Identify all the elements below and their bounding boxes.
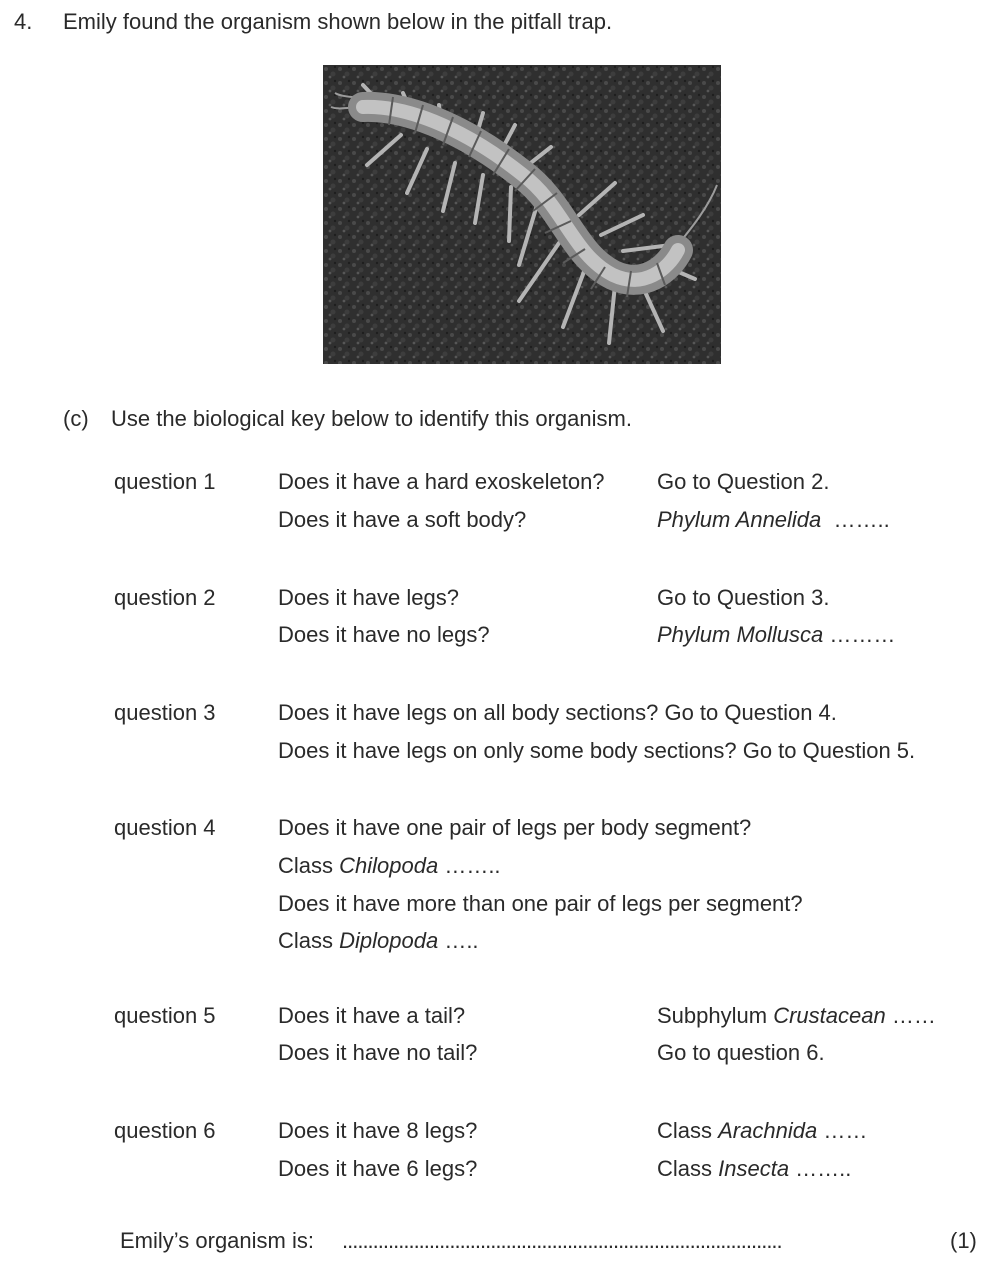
key-q6-b-text: Does it have 6 legs? xyxy=(278,1156,478,1181)
key-q1-b-result-name: Phylum Annelida xyxy=(657,507,822,532)
key-q6-b-result xyxy=(657,1156,851,1182)
key-q6-a-text: Does it have 8 legs? xyxy=(278,1118,478,1143)
key-q6-b-name: Insecta xyxy=(718,1156,790,1181)
part-instruction: Use the biological key below to identify this organism. xyxy=(111,406,632,431)
key-q1-b-text: Does it have a soft body? xyxy=(278,507,527,532)
key-q1-label: question 1 xyxy=(114,469,216,494)
key-q3-label: question 3 xyxy=(114,700,216,725)
question-number: 4. xyxy=(14,9,33,34)
key-q4-b-text: Does it have more than one pair of legs per segment? xyxy=(278,891,803,916)
key-q2-a-text: Does it have legs? xyxy=(278,585,459,610)
key-q4-b-dots: ….. xyxy=(438,928,479,953)
key-q5-a-text: Does it have a tail? xyxy=(278,1003,466,1028)
key-q1-b-result xyxy=(657,507,890,533)
key-q6-label: question 6 xyxy=(114,1118,216,1143)
key-q4-a-name: Chilopoda xyxy=(339,853,439,878)
answer-label: Emily’s organism is: xyxy=(120,1228,314,1253)
key-q5-b-result: Go to question 6. xyxy=(657,1040,825,1065)
key-q3-a-line: Does it have legs on all body sections? Go to Question 4. xyxy=(278,700,837,725)
key-q1-b-result-dots: …….. xyxy=(821,507,890,532)
key-q5-a-dots: …… xyxy=(885,1003,936,1028)
key-q6-b-dots: …….. xyxy=(789,1156,852,1181)
key-q5-a-name: Crustacean xyxy=(773,1003,886,1028)
key-q6-a-result xyxy=(657,1118,867,1144)
centipede-photo xyxy=(323,65,721,364)
answer-blank[interactable]: ...................................................................................... xyxy=(342,1228,782,1253)
key-q5-a-result xyxy=(657,1003,936,1029)
key-q6-a-dots: …… xyxy=(817,1118,868,1143)
key-q1-a-result: Go to Question 2. xyxy=(657,469,830,494)
key-q4-b-result xyxy=(278,928,479,954)
key-q4-b-prefix: Class xyxy=(278,928,340,953)
key-q4-a-prefix: Class xyxy=(278,853,340,878)
key-q6-a-prefix: Class xyxy=(657,1118,719,1143)
key-q3-b-line: Does it have legs on only some body sections? Go to Question 5. xyxy=(278,738,916,763)
key-q5-a-prefix: Subphylum xyxy=(657,1003,774,1028)
question-stem: Emily found the organism shown below in the pitfall trap. xyxy=(63,9,613,34)
key-q2-b-result-dots: ……… xyxy=(823,622,896,647)
key-q2-b-result-name: Phylum Mollusca xyxy=(657,622,824,647)
key-q6-b-prefix: Class xyxy=(657,1156,719,1181)
key-q4-a-result xyxy=(278,853,501,879)
part-label: (c) xyxy=(63,406,89,431)
key-q4-b-name: Diplopoda xyxy=(339,928,439,953)
marks: (1) xyxy=(950,1228,977,1253)
key-q2-a-result: Go to Question 3. xyxy=(657,585,830,610)
key-q4-label: question 4 xyxy=(114,815,216,840)
key-q5-label: question 5 xyxy=(114,1003,216,1028)
key-q6-a-name: Arachnida xyxy=(718,1118,818,1143)
key-q2-b-result xyxy=(657,622,895,648)
key-q2-b-text: Does it have no legs? xyxy=(278,622,490,647)
key-q4-a-text: Does it have one pair of legs per body segment? xyxy=(278,815,752,840)
key-q2-label: question 2 xyxy=(114,585,216,610)
key-q4-a-dots: …….. xyxy=(438,853,501,878)
key-q5-b-text: Does it have no tail? xyxy=(278,1040,478,1065)
key-q1-a-text: Does it have a hard exoskeleton? xyxy=(278,469,605,494)
